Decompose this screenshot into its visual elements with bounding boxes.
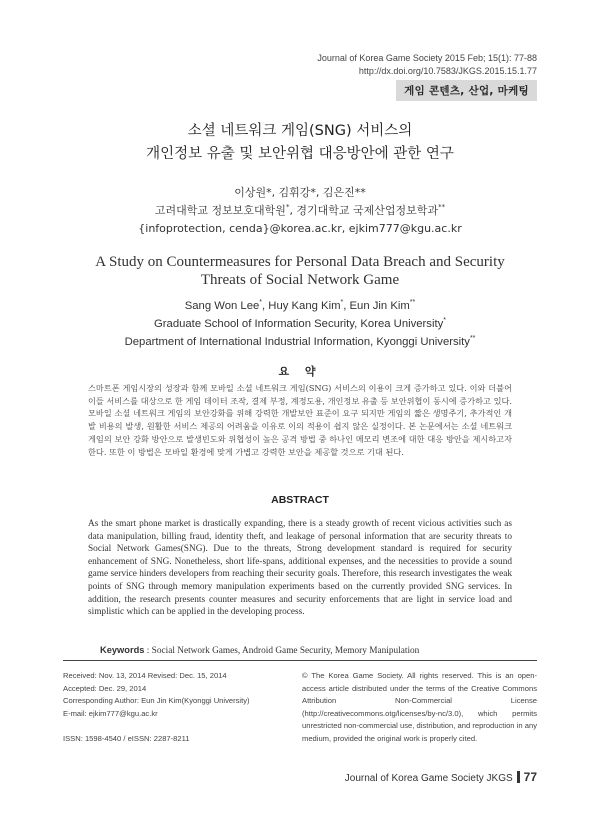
korean-author-block <box>0 184 600 238</box>
divider-rule <box>63 660 537 661</box>
english-affil-2 <box>0 333 600 351</box>
received-revised: Received: Nov. 13, 2014 Revised: Dec. 15, 2014 <box>63 671 227 680</box>
doi-link[interactable]: http://dx.doi.org/10.7583/JKGS.2015.15.1.77 <box>358 66 537 76</box>
keywords-text: : Social Network Games, Android Game Security, Memory Manipulation <box>144 646 420 656</box>
english-author-block <box>0 297 600 351</box>
footer-bar <box>517 771 520 783</box>
english-title-line1: A Study on Countermeasures for Personal Data Breach and Security <box>95 254 505 270</box>
english-title <box>0 253 600 289</box>
english-affil-1-mark: * <box>443 317 446 324</box>
category-badge: 게임 콘텐츠, 산업, 마케팅 <box>396 80 537 101</box>
accepted-date: Accepted: Dec. 29, 2014 <box>63 683 147 693</box>
issn: ISSN: 1598-4540 / eISSN: 2287-8211 <box>63 733 190 743</box>
korean-abstract-heading: 요 약 <box>278 365 322 378</box>
english-title-line2: Threats of Social Network Game <box>200 272 400 288</box>
page-number: 77 <box>523 770 537 784</box>
english-affil-2-mark: ** <box>469 335 476 342</box>
english-affil-1 <box>0 315 600 333</box>
author-1: Sang Won Lee <box>184 300 260 312</box>
korean-title-line1: 소셜 네트워크 게임(SNG) 서비스의 <box>187 123 413 139</box>
korean-affiliations <box>0 202 600 220</box>
author-emails: {infoprotection, cenda}@korea.ac.kr, ejkim777@kgu.ac.kr <box>138 222 462 235</box>
author-3: , Eun Jin Kim <box>343 300 410 312</box>
author-1-mark: * <box>259 299 263 306</box>
korean-affil-1: 고려대학교 정보보호대학원 <box>154 204 286 217</box>
affil-mark-2: ** <box>438 203 446 211</box>
keywords-label: Keywords <box>100 645 145 655</box>
author-2-mark: * <box>340 299 344 306</box>
korean-affil-2: , 경기대학교 국제산업정보학과 <box>289 204 439 217</box>
journal-issue-line: Journal of Korea Game Society 2015 Feb; 15(1): 77-88 <box>317 53 537 63</box>
page-footer <box>345 770 537 784</box>
article-history <box>63 670 288 745</box>
korean-title <box>0 120 600 166</box>
abstract-body: As the smart phone market is drastically expanding, there is a steady growth of recent vicious activities such as data manipulation, billing fraud, identity theft, and leakage of personal information that are security threats to Social Network Games(SNG). Due to the threats, Strong development standard is required for security enhancement of SNG. Nonetheless, short life-spans, additional expenses, and the necessities to provide a sound game service hinders developers from reaching their security goals. Therefore, this research investigates the weak points of SNG through memory manipulation experiments based on the currently provided SNG services. In addition, the research presents counter measures and security enforcements that are light in service load and simplistic which can be applied in the developing process. <box>88 519 512 618</box>
korean-title-line2: 개인정보 유출 및 보안위협 대응방안에 관한 연구 <box>146 146 454 162</box>
author-3-mark: ** <box>409 299 416 306</box>
license-notice: © The Korea Game Society. All rights reserved. This is an open-access article distributed under the terms of the Creative Commons Attribution Non-Commercial License (http://creativecommons.otg/licenses/by-nc/3.0), which permits unrestricted non-commercial use, distribution, and reproduction in any medium, provided the original work is properly cited. <box>302 671 537 743</box>
english-affil-2-text: Department of International Industrial Information, Kyonggi University <box>124 336 470 348</box>
corresponding-author: Corresponding Author: Eun Jin Kim(Kyonggi University) <box>63 696 250 705</box>
journal-citation <box>317 52 537 78</box>
affil-mark-1: * <box>285 203 290 211</box>
spacer <box>63 720 288 733</box>
corresponding-email[interactable]: E-mail: ejkim777@kgu.ac.kr <box>63 708 158 718</box>
keywords-line <box>100 645 540 656</box>
footer-journal: Journal of Korea Game Society JKGS <box>344 773 513 784</box>
author-2: , Huy Kang Kim <box>262 300 341 312</box>
korean-abstract-body: 스마트폰 게임시장의 성장과 함께 모바일 소셜 네트워크 게임(SNG) 서비스의 이용이 크게 증가하고 있다. 이와 더불어 이들 서비스를 대상으로 한 게임 데이터 조작, 결제 부정, 계정도용, 개인정보 유출 등 보안위협이 동시에 증가하고 있다. 모바일 소셜 네트워크 게임의 보안강화를 위해 강력한 개발보안 표준이 요구 되지만 게임의 짧은 생명주기, 추가적인 개발 비용의 발생, 원활한 서비스 제공의 어려움을 이유로 이의 적용이 쉽지 않은 실정이다. 본 논문에서는 소셜 네트워크 게임의 보안 강화 방안으로 발생빈도와 위협성이 높은 공격 방법 중 하나인 메모리 변조에 대한 대응 방안을 제시하고자 한다. 또한 이 방법은 모바일 환경에 맞게 가볍고 강력한 보안을 제공할 것으로 기대 된다. <box>88 383 512 457</box>
abstract-heading: ABSTRACT <box>271 494 329 506</box>
english-authors <box>0 297 600 315</box>
korean-authors: 이상원*, 김휘강*, 김은진** <box>234 186 366 199</box>
english-affil-1-text: Graduate School of Information Security, Korea University <box>154 318 444 330</box>
